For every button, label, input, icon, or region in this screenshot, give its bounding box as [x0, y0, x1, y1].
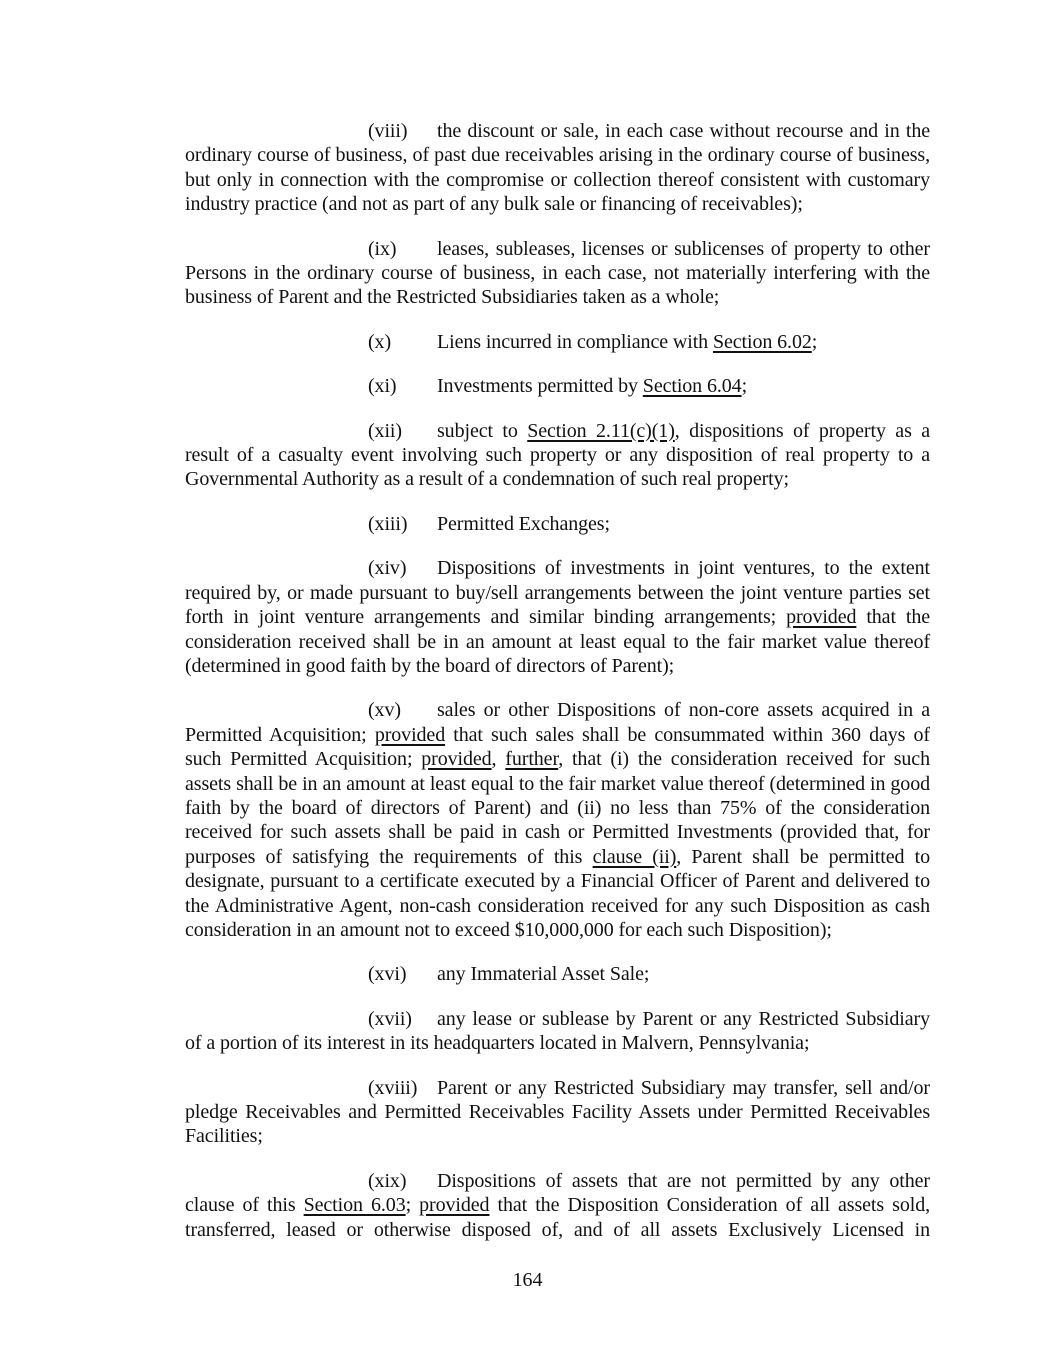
paragraph-xv [185, 698, 930, 942]
paragraph-xix [185, 1169, 930, 1242]
clause-label: (xvii) [368, 1007, 412, 1030]
paragraph-xviii [185, 1076, 930, 1149]
clause-label: (xviii) [368, 1076, 418, 1099]
clause-label: (xii) [368, 419, 402, 442]
text-run: , Parent shall be permitted to designate, pursuant to a certificate executed by a Financial Officer of Parent and delivered to the Administrative Agent, non-cash consideration received for any such Disposition as cash consideration in an amount not to exceed $10,000,000 for each such Disposition); [185, 845, 930, 941]
cross-reference: Section 2.11(c)(1) [527, 419, 675, 442]
paragraph-xvii [185, 1007, 930, 1056]
text-run: Liens incurred in compliance with [437, 330, 713, 353]
paragraph-xiii [185, 512, 930, 536]
text-run: leases, subleases, licenses or sublicenses of property to other Persons in the ordinary course of business, in each case, not materially interfering with the business of Parent and the Restricted Subsidiaries taken as a whole; [185, 237, 930, 309]
cross-reference: clause (ii) [592, 845, 677, 868]
paragraph-xi [185, 374, 930, 398]
cross-reference: provided [421, 748, 492, 771]
text-run: Dispositions of assets that are not permitted by any other clause of this [185, 1169, 930, 1217]
text-run: the discount or sale, in each case without recourse and in the ordinary course of business, of past due receivables arising in the ordinary course of business, but only in connection with the compromise or collection thereof consistent with customary industry practice (and not as part of any bulk sale or financing of receivables); [185, 120, 930, 216]
clause-label: (viii) [368, 120, 408, 142]
clause-label: (xix) [368, 1169, 407, 1192]
text-run: that the Disposition Consideration of all assets sold, transferred, leased or otherwise disposed of, and of all assets Exclusively Licensed in [185, 1194, 931, 1241]
text-run: Investments permitted by [437, 375, 643, 398]
text-run: , that (i) the consideration received for such assets shall be in an amount at least equal to the fair market value thereof (determined in good faith by the board of directors of Parent) and (ii) no less than 75% of the consideration received for such assets shall be paid in cash or Permitted Investments (provided that, for purposes of satisfying the requirements of this [185, 748, 930, 868]
cross-reference: Section 6.03 [303, 1194, 406, 1217]
text-run: , dispositions of property as a result of a casualty event involving such property or any disposition of real property to a Governmental Authority as a result of a condemnation of such real property; [185, 419, 930, 491]
text-run: any lease or sublease by Parent or any Restricted Subsidiary of a portion of its interest in its headquarters located in Malvern, Pennsylvania; [185, 1007, 930, 1055]
paragraph-xii [185, 419, 930, 492]
paragraph-x [185, 330, 930, 354]
text-run: , [491, 748, 506, 771]
cross-reference: provided [419, 1194, 490, 1217]
clause-label: (xi) [368, 375, 397, 398]
cross-reference: Section 6.04 [642, 375, 742, 398]
clause-label: (xvi) [368, 963, 407, 986]
paragraph-xvi [185, 962, 930, 986]
paragraph-xiv [185, 556, 930, 678]
page-footer [0, 1268, 1055, 1292]
text-run: Dispositions of investments in joint ventures, to the extent required by, or made pursuant to buy/sell arrangements between the joint venture parties set forth in joint venture arrangements and similar binding arrangements; [185, 557, 930, 629]
text-run: that such sales shall be consummated within 360 days of such Permitted Acquisition; [185, 723, 930, 771]
document-body [185, 119, 930, 1262]
paragraph-ix [185, 237, 930, 310]
clause-label: (ix) [368, 237, 397, 260]
text-run: that the consideration received shall be in an amount at least equal to the fair market value thereof (determined in good faith by the board of directors of Parent); [185, 606, 930, 677]
cross-reference: provided [786, 606, 857, 629]
clause-label: (xiv) [368, 557, 407, 580]
text-run: any Immaterial Asset Sale; [437, 963, 650, 986]
cross-reference: provided [374, 723, 446, 746]
clause-label: (xiii) [368, 512, 408, 535]
cross-reference: Section 6.02 [712, 330, 812, 353]
text-run: Parent or any Restricted Subsidiary may transfer, sell and/or pledge Receivables and Permitted Receivables Facility Assets under Permitted Receivables Facilities; [185, 1076, 930, 1148]
text-run: ; [405, 1194, 420, 1217]
text-run: ; [811, 330, 818, 353]
clause-label: (xv) [368, 699, 401, 722]
text-run: sales or other Dispositions of non-core assets acquired in a Permitted Acquisition; [185, 699, 930, 746]
text-run: Permitted Exchanges; [437, 512, 610, 535]
text-run: subject to [437, 419, 528, 442]
clause-label: (x) [368, 330, 392, 353]
paragraph-viii [185, 119, 930, 217]
cross-reference: further [505, 748, 559, 771]
page-number: 164 [512, 1269, 543, 1291]
text-run: ; [741, 375, 748, 398]
